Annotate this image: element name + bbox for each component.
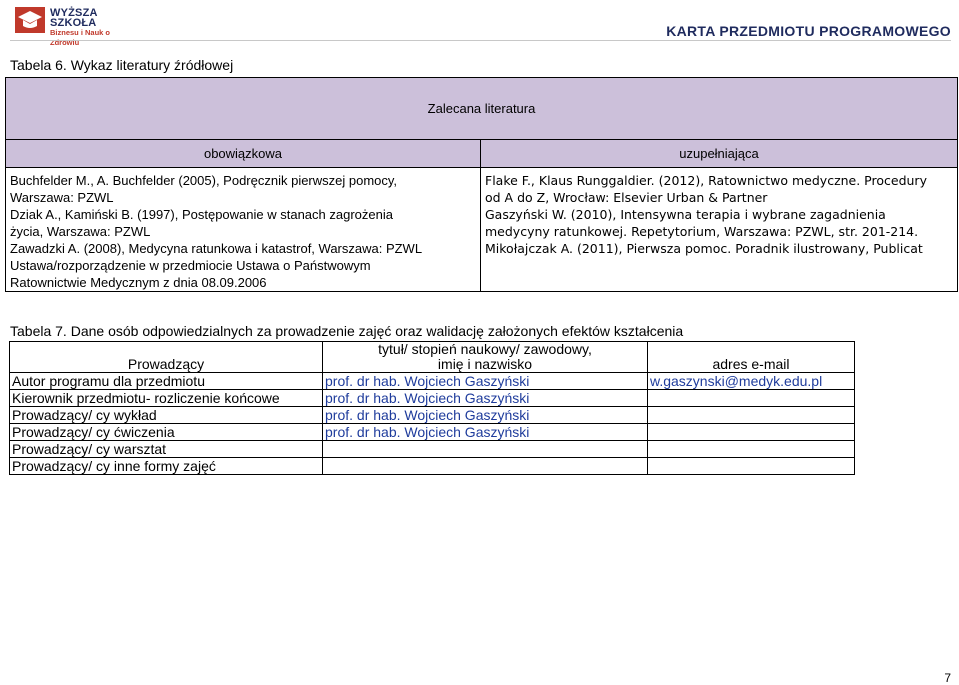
table-row <box>10 373 855 390</box>
table-row <box>10 458 855 475</box>
literature-line: Flake F., Klaus Runggaldier. (2012), Ratownictwo medyczne. Procedury <box>485 173 927 188</box>
literature-line: Ustawa/rozporządzenie w przedmiocie Ustawa o Państwowym <box>10 258 371 273</box>
email-cell <box>648 390 855 407</box>
page-number: 7 <box>944 671 951 685</box>
supplementary-header: uzupełniająca <box>481 140 958 168</box>
role-cell: Prowadzący/ cy warsztat <box>10 441 323 458</box>
header-divider <box>10 40 951 41</box>
name-cell: prof. dr hab. Wojciech Gaszyński <box>323 373 648 390</box>
logo-line1: WYŻSZA SZKOŁA <box>50 7 98 29</box>
email-cell: w.gaszynski@medyk.edu.pl <box>648 373 855 390</box>
literature-line: Gaszyński W. (2010), Intensywna terapia i wybrane zagadnienia <box>485 207 886 222</box>
name-cell: prof. dr hab. Wojciech Gaszyński <box>323 390 648 407</box>
name-cell <box>323 458 648 475</box>
literature-line: Mikołajczak A. (2011), Pierwsza pomoc. Poradnik ilustrowany, Publicat <box>485 241 923 256</box>
literature-line: medycyny ratunkowej. Repetytorium, Warszawa: PZWL, str. 201-214. <box>485 224 919 239</box>
table-row <box>10 441 855 458</box>
required-literature-cell <box>6 168 481 292</box>
col-header-name: tytuł/ stopień naukowy/ zawodowy, imię i nazwisko <box>323 342 648 373</box>
logo-line2: Biznesu i Nauk o Zdrowiu <box>50 28 111 47</box>
role-cell: Kierownik przedmiotu- rozliczenie końcowe <box>10 390 323 407</box>
graduation-cap-icon <box>14 6 46 34</box>
email-cell <box>648 441 855 458</box>
col-header-role: Prowadzący <box>10 342 323 373</box>
literature-line: od A do Z, Wrocław: Elsevier Urban & Partner <box>485 190 768 205</box>
required-header: obowiązkowa <box>6 140 481 168</box>
literature-line: życia, Warszawa: PZWL <box>10 224 151 239</box>
literature-line: Dziak A., Kamiński B. (1997), Postępowanie w stanach zagrożenia <box>10 207 393 222</box>
table6-caption: Tabela 6. Wykaz literatury źródłowej <box>10 57 234 73</box>
email-cell <box>648 458 855 475</box>
col-header-email: adres e-mail <box>648 342 855 373</box>
school-logo <box>14 6 138 47</box>
name-cell: prof. dr hab. Wojciech Gaszyński <box>323 407 648 424</box>
role-cell: Prowadzący/ cy inne formy zajęć <box>10 458 323 475</box>
email-cell <box>648 424 855 441</box>
table-row <box>10 390 855 407</box>
role-cell: Prowadzący/ cy wykład <box>10 407 323 424</box>
table-row <box>10 407 855 424</box>
name-cell <box>323 441 648 458</box>
table7-caption: Tabela 7. Dane osób odpowiedzialnych za prowadzenie zajęć oraz walidację założonych efektów kształcenia <box>10 323 684 339</box>
table-row <box>10 424 855 441</box>
supplementary-literature-cell <box>481 168 958 292</box>
literature-table <box>5 77 958 292</box>
recommended-literature-header: Zalecana literatura <box>6 78 958 140</box>
responsible-persons-table <box>9 341 855 475</box>
role-cell: Autor programu dla przedmiotu <box>10 373 323 390</box>
name-cell: prof. dr hab. Wojciech Gaszyński <box>323 424 648 441</box>
literature-line: Warszawa: PZWL <box>10 190 114 205</box>
role-cell: Prowadzący/ cy ćwiczenia <box>10 424 323 441</box>
literature-line: Ratownictwie Medycznym z dnia 08.09.2006 <box>10 275 267 290</box>
literature-line: Zawadzki A. (2008), Medycyna ratunkowa i katastrof, Warszawa: PZWL <box>10 241 423 256</box>
email-cell <box>648 407 855 424</box>
document-title: KARTA PRZEDMIOTU PROGRAMOWEGO <box>666 23 951 39</box>
literature-line: Buchfelder M., A. Buchfelder (2005), Podręcznik pierwszej pomocy, <box>10 173 398 188</box>
